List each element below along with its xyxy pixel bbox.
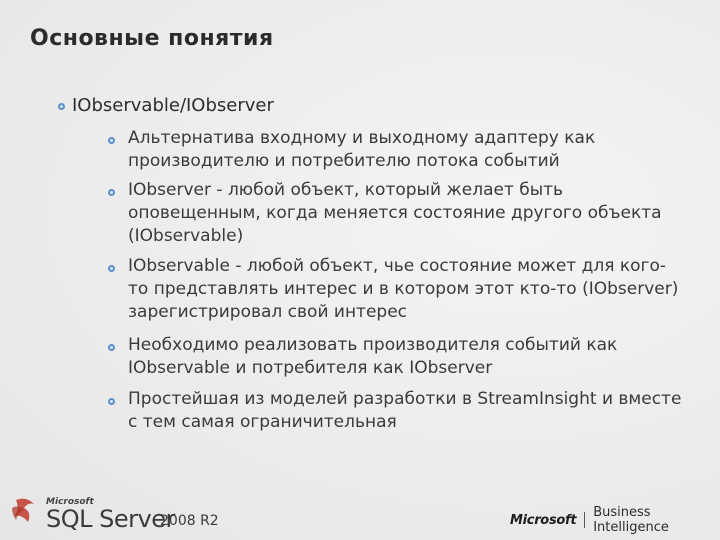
bullet-icon bbox=[58, 103, 65, 110]
sub-bullet-line: производителю и потребителю потока событий bbox=[128, 151, 560, 171]
sql-logo-version: 2008 R2 bbox=[160, 513, 219, 529]
microsoft-bi-logo bbox=[510, 505, 720, 535]
bullet-icon bbox=[108, 265, 115, 272]
sub-bullet-line: Альтернатива входному и выходному адаптеру как bbox=[128, 128, 596, 148]
sub-bullet-line: зарегистрировал свой интерес bbox=[128, 302, 408, 322]
sub-bullet-5 bbox=[128, 388, 698, 434]
sub-bullet-1 bbox=[128, 127, 698, 173]
bullet-icon bbox=[108, 398, 115, 405]
sub-bullet-2 bbox=[128, 179, 698, 248]
sub-bullet-line: то представлять интерес и в котором этот кто-то (IObserver) bbox=[128, 279, 679, 299]
bullet-icon bbox=[108, 137, 115, 144]
sql-logo-brand: Microsoft bbox=[46, 497, 94, 507]
sub-bullet-line: IObserver - любой объект, который желает быть bbox=[128, 180, 564, 200]
sql-logo-product: SQL Server bbox=[46, 505, 175, 533]
main-bullet-text: IObservable/IObserver bbox=[72, 95, 274, 116]
sub-bullet-line: IObservable и потребителя как IObserver bbox=[128, 358, 493, 378]
sub-bullet-4 bbox=[128, 334, 698, 380]
sub-bullet-line: оповещенным, когда меняется состояние другого объекта bbox=[128, 203, 662, 223]
bullet-icon bbox=[108, 189, 115, 196]
sub-bullet-line: с тем самая ограничительная bbox=[128, 412, 397, 432]
sub-bullet-line: Необходимо реализовать производителя событий как bbox=[128, 335, 618, 355]
business-intelligence-label: Business Intelligence bbox=[593, 505, 669, 535]
sub-bullet-line: (IObservable) bbox=[128, 226, 244, 246]
sub-bullet-line: Простейшая из моделей разработки в StreamInsight и вместе bbox=[128, 389, 682, 409]
sub-bullet-line: IObservable - любой объект, чье состояние может для кого- bbox=[128, 256, 666, 276]
sub-bullet-3 bbox=[128, 255, 698, 324]
bullet-icon bbox=[108, 344, 115, 351]
logo-divider bbox=[584, 512, 585, 528]
slide-title: Основные понятия bbox=[30, 26, 274, 51]
microsoft-wordmark: Microsoft bbox=[510, 512, 577, 528]
